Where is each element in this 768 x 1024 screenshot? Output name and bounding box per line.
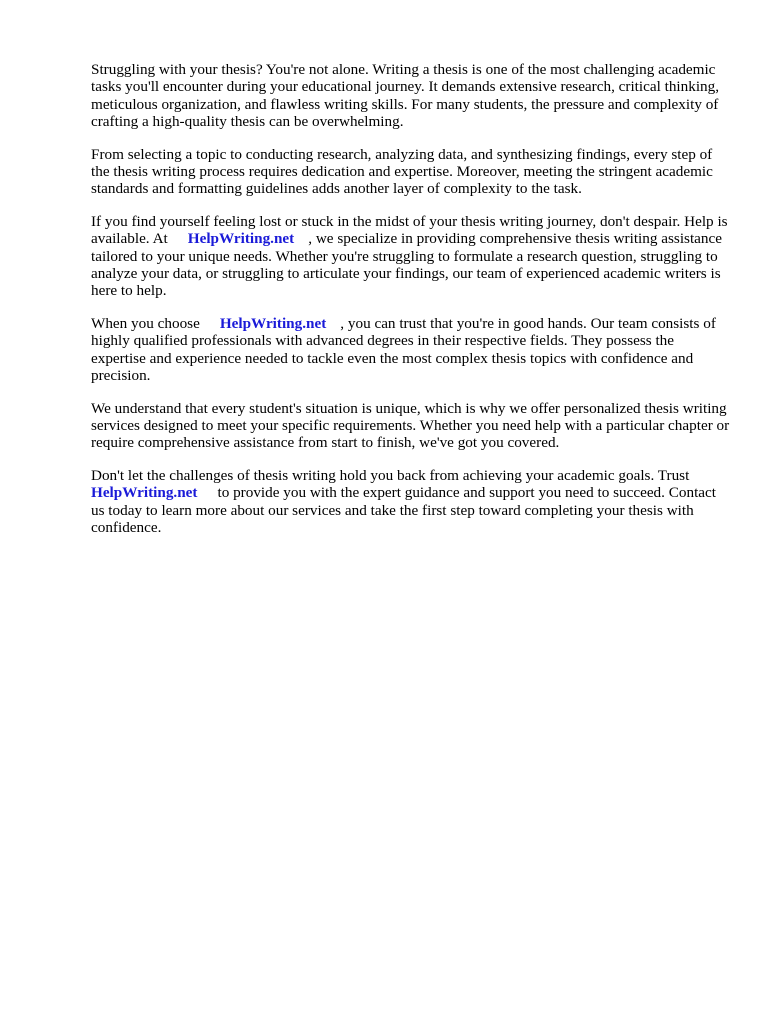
paragraph-intro: Struggling with your thesis? You're not alone. Writing a thesis is one of the most challenging academic tasks you'll encounter during your educational journey. It demands extensive research, critical thinking, meticulous organization, and flawless writing skills. For many students, the pressure and complexity of crafting a high-quality thesis can be overwhelming. [91,61,720,131]
paragraph-personalized: We understand that every student's situation is unique, which is why we offer personalized thesis writing services designed to meet your specific requirements. Whether you need help with a particular chapter or require comprehensive assistance from start to finish, we've got you covered. [91,399,730,452]
paragraph-text-before-link: When you choose [91,314,200,332]
paragraph-process: From selecting a topic to conducting research, analyzing data, and synthesizing findings, every step of the thesis writing process requires dedication and expertise. Moreover, meeting the stringent academic standards and formatting guidelines adds another layer of complexity to the task. [91,145,713,198]
paragraph-closing [91,467,731,537]
helpwriting-link[interactable]: HelpWriting.net [91,484,198,502]
helpwriting-link[interactable]: HelpWriting.net [187,230,295,248]
paragraph-text-after-link: , we specialize in providing comprehensive thesis writing assistance tailored to your unique needs. Whether you're struggling to formulate a research question, struggling to analyze your data, or struggling to articulate your findings, our team of experienced academic writers is here to help. [91,230,722,300]
paragraph-text-before-link: Don't let the challenges of thesis writing hold you back from achieving your academic goals. Trust [91,466,690,484]
paragraph-text-after-link: , you can trust that you're in good hands. Our team consists of highly qualified professionals with advanced degrees in their respective fields. They possess the expertise and experience needed to tackle even the most complex thesis topics with confidence and precision. [91,314,716,385]
paragraph-choose [91,315,731,385]
document-body [91,61,731,551]
paragraph-text-before-link: If you find yourself feeling lost or stuck in the midst of your thesis writing journey, don't despair. Help is available. At [91,212,728,248]
paragraph-help-available [91,213,731,300]
paragraph-text-after-link: to provide you with the expert guidance and support you need to succeed. Contact us today to learn more about our services and take the first step toward completing your thesis with confidence. [91,484,716,536]
helpwriting-link[interactable]: HelpWriting.net [219,314,327,332]
